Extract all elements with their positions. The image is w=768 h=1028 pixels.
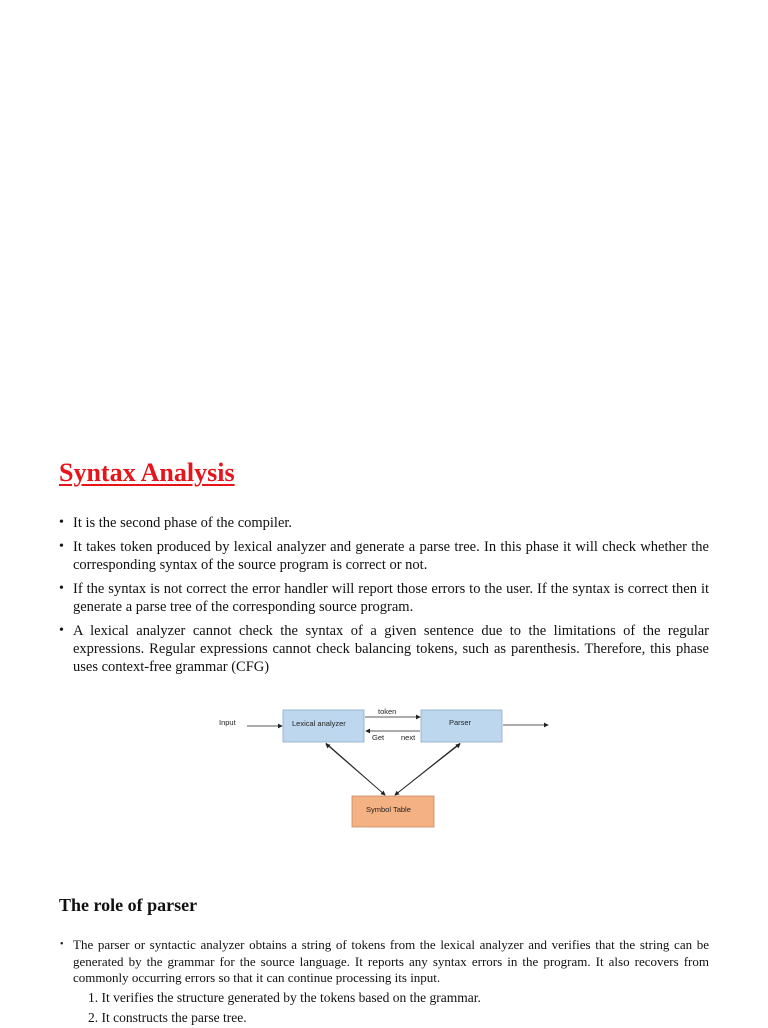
numbered-list [88,988,481,1028]
section-heading: The role of parser [59,895,198,915]
page-title: Syntax Analysis [59,458,235,487]
intro-bullet-list [59,514,709,682]
list-item [59,538,709,574]
symbol-parser-arrow [395,744,460,795]
input-label: Input [219,718,236,727]
token-label: token [378,707,397,716]
symbol-table-label: Symbol Table [366,805,411,814]
lexical-analyzer-label: Lexical analyzer [292,719,346,728]
symbol-lex-arrow [326,744,385,795]
bullet-icon: • [59,581,64,596]
role-bullet-list [59,937,709,987]
get-label: Get [372,733,385,742]
list-item [59,937,709,987]
parser-label: Parser [449,718,472,727]
list-item [59,580,709,616]
bullet-icon: • [60,939,64,950]
compiler-diagram [210,700,560,830]
bullet-icon: • [59,623,64,638]
list-item [59,514,709,532]
numbered-item: 1. It verifies the structure generated by the tokens based on the grammar. [88,990,481,1005]
list-item [59,622,709,676]
list-item-text: It takes token produced by lexical analyzer and generate a parse tree. In this phase it will check whether the corresponding syntax of the source program is correct or not. [73,539,709,573]
list-item-text: It is the second phase of the compiler. [73,515,293,531]
next-label: next [401,733,416,742]
list-item-text: A lexical analyzer cannot check the syntax of a given sentence due to the limitations of the regular expressions. Regular expressions cannot check balancing tokens, such as parenthesis. Therefore, this phase uses context-free grammar (CFG) [73,623,709,675]
bullet-icon: • [59,539,64,554]
list-item-text: If the syntax is not correct the error handler will report those errors to the user. If the syntax is correct then it generate a parse tree of the corresponding source program. [73,581,709,615]
bullet-icon: • [59,515,64,530]
numbered-item: 2. It constructs the parse tree. [88,1010,247,1025]
list-item-text: The parser or syntactic analyzer obtains a string of tokens from the lexical analyzer and verifies that the string can be generated by the grammar for the source language. It reports any syntax errors in the program. It also recovers from commonly occurring errors so that it can continue processing its input. [73,937,709,985]
